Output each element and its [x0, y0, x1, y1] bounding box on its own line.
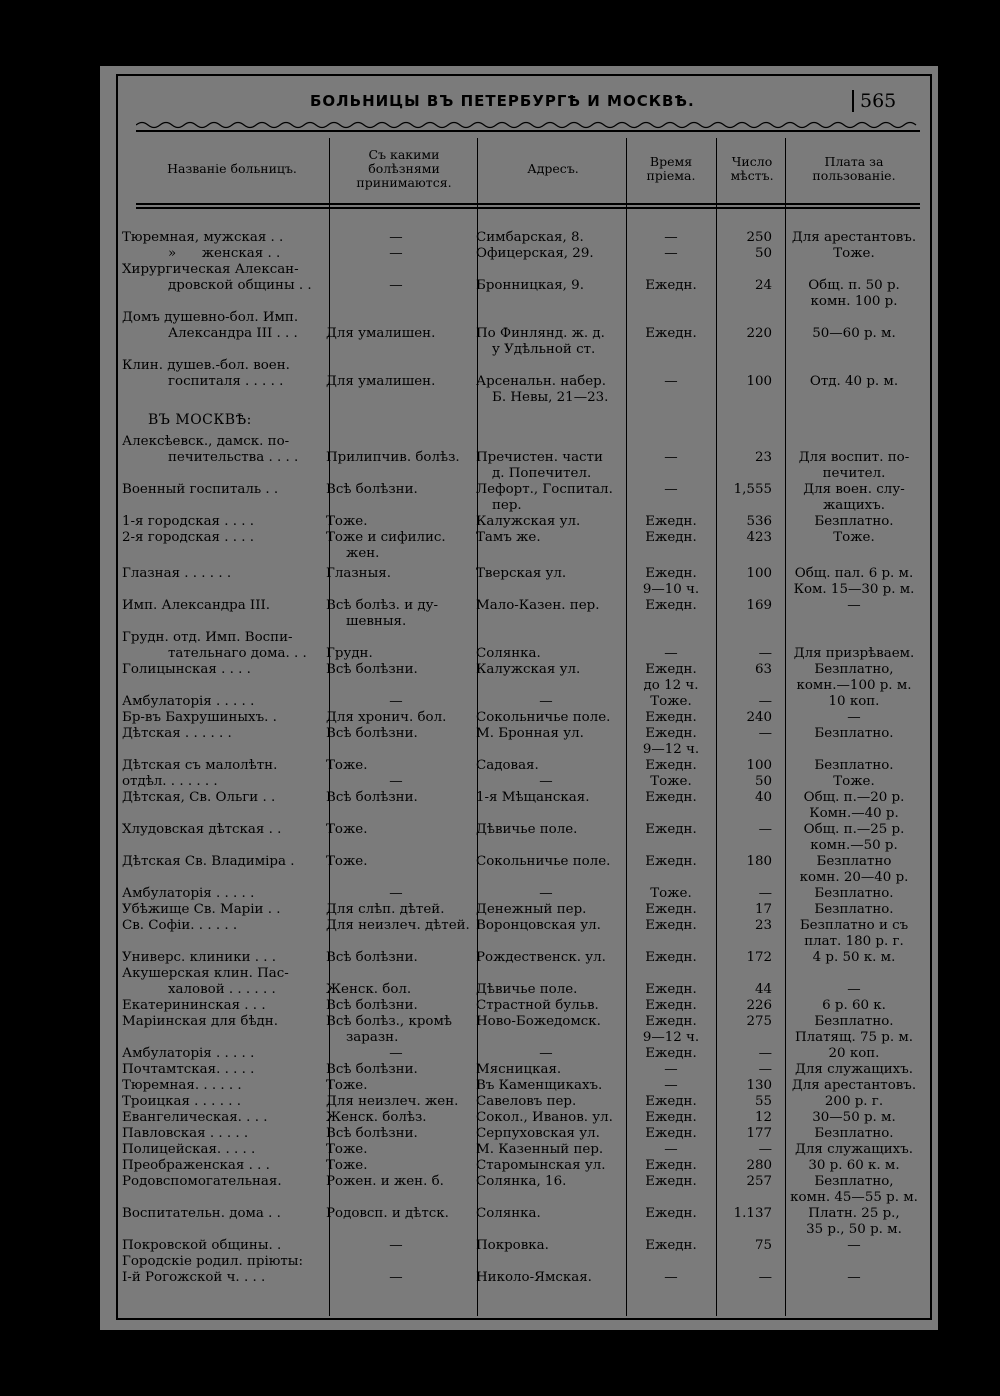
cell-reception-time: 9—12 ч. — [642, 1030, 700, 1045]
cell-hospital-name: » женская . . — [168, 246, 281, 261]
cell-diseases: Прилипчив. болѣз. — [326, 450, 460, 465]
cell-fee: — — [847, 598, 861, 613]
cell-hospital-name: Почтамтская. . . . . — [122, 1062, 255, 1077]
cell-fee: комн.—50 р. — [810, 838, 898, 853]
cell-fee: 30—50 р. м. — [812, 1110, 896, 1125]
cell-diseases: — — [389, 246, 403, 261]
cell-address: Тамъ же. — [476, 530, 541, 545]
cell-address: — — [539, 886, 553, 901]
cell-address: д. Попечител. — [492, 466, 592, 481]
cell-hospital-name: Домъ душевно-бол. Имп. — [122, 310, 299, 325]
cell-hospital-name: Имп. Александра III. — [122, 598, 271, 613]
cell-reception-time: — — [664, 374, 678, 389]
cell-hospital-name: Глазная . . . . . . — [122, 566, 232, 581]
cell-reception-time: Ежедн. — [645, 598, 697, 613]
cell-fee: Для служащихъ. — [795, 1062, 913, 1077]
cell-diseases: Всѣ болѣзни. — [326, 950, 418, 965]
cell-diseases: Для умалишен. — [326, 374, 436, 389]
cell-beds: 100 — [746, 374, 772, 389]
cell-diseases: Глазныя. — [326, 566, 391, 581]
cell-reception-time: Ежедн. — [645, 1014, 697, 1029]
cell-diseases: Всѣ болѣзни. — [326, 998, 418, 1013]
cell-address: Въ Каменщикахъ. — [476, 1078, 603, 1093]
cell-hospital-name: Голицынская . . . . — [122, 662, 251, 677]
cell-diseases: — — [389, 774, 403, 789]
cell-reception-time: — — [664, 646, 678, 661]
cell-beds: 536 — [746, 514, 772, 529]
cell-address: Рождественск. ул. — [476, 950, 606, 965]
cell-address: Мясницкая. — [476, 1062, 562, 1077]
cell-fee: 30 р. 60 к. м. — [808, 1158, 900, 1173]
cell-address: М. Казенный пер. — [476, 1142, 604, 1157]
cell-hospital-name: Полицейская. . . . . — [122, 1142, 256, 1157]
cell-fee: Тоже. — [833, 530, 875, 545]
cell-hospital-name: Универс. клиники . . . — [122, 950, 277, 965]
cell-fee: — — [847, 982, 861, 997]
cell-beds: 100 — [746, 758, 772, 773]
cell-reception-time: Ежедн. — [645, 1110, 697, 1125]
cell-diseases: Для хронич. бол. — [326, 710, 447, 725]
cell-hospital-name: Грудн. отд. Имп. Воспи- — [122, 630, 293, 645]
cell-hospital-name: Дѣтская, Св. Ольги . . — [122, 790, 276, 805]
cell-diseases: Женск. болѣз. — [326, 1110, 427, 1125]
cell-address: Солянка. — [476, 646, 541, 661]
cell-hospital-name: халовой . . . . . . — [168, 982, 276, 997]
cell-address: Лефорт., Госпитал. — [476, 482, 613, 497]
cell-diseases: заразн. — [346, 1030, 399, 1045]
cell-reception-time: Ежедн. — [645, 710, 697, 725]
cell-address: Сокол., Иванов. ул. — [476, 1110, 613, 1125]
cell-diseases: Всѣ болѣзни. — [326, 1126, 418, 1141]
cell-beds: 177 — [746, 1126, 772, 1141]
cell-fee: Общ. п. 50 р. — [808, 278, 900, 293]
cell-fee: Безплатно. — [814, 726, 894, 741]
cell-diseases: Всѣ болѣз., кромѣ — [326, 1014, 452, 1029]
cell-diseases: — — [389, 1270, 403, 1285]
cell-diseases: Для умалишен. — [326, 326, 436, 341]
cell-hospital-name: Бр-въ Бахрушиныхъ. . — [122, 710, 277, 725]
cell-reception-time: — — [664, 1142, 678, 1157]
cell-hospital-name: Дѣтская . . . . . . — [122, 726, 232, 741]
cell-address: Солянка, 16. — [476, 1174, 567, 1189]
cell-diseases: — — [389, 694, 403, 709]
cell-hospital-name: Александра III . . . — [168, 326, 298, 341]
cell-hospital-name: Родовспомогательная. — [122, 1174, 282, 1189]
cell-beds: — — [758, 646, 772, 661]
column-header-address: Адресъ. — [527, 161, 579, 176]
cell-diseases: жен. — [346, 546, 380, 561]
cell-fee: комн. 100 р. — [810, 294, 898, 309]
cell-beds: 1.137 — [733, 1206, 772, 1221]
cell-hospital-name: Амбулаторія . . . . . — [122, 1046, 255, 1061]
cell-beds: 63 — [754, 662, 772, 677]
cell-reception-time: Ежедн. — [645, 566, 697, 581]
cell-address: М. Бронная ул. — [476, 726, 584, 741]
cell-diseases: Тоже. — [326, 514, 368, 529]
cell-diseases: Родовсп. и дѣтск. — [326, 1206, 449, 1221]
cell-hospital-name: Амбулаторія . . . . . — [122, 886, 255, 901]
cell-beds: — — [758, 886, 772, 901]
section-heading-moscow: ВЪ МОСКВѢ: — [148, 412, 252, 428]
cell-reception-time: Тоже. — [650, 694, 692, 709]
cell-fee: Для служащихъ. — [795, 1142, 913, 1157]
cell-diseases: — — [389, 278, 403, 293]
cell-hospital-name: Екатерининская . . . — [122, 998, 266, 1013]
cell-diseases: Тоже. — [326, 1142, 368, 1157]
cell-fee: печител. — [822, 466, 886, 481]
cell-diseases: Для неизлеч. жен. — [326, 1094, 459, 1109]
cell-fee: Тоже. — [833, 246, 875, 261]
cell-reception-time: — — [664, 246, 678, 261]
cell-address: Савеловъ пер. — [476, 1094, 577, 1109]
column-header-diseases: Съ какими болѣзнями принимаются. — [356, 147, 452, 190]
cell-fee: Ком. 15—30 р. м. — [793, 582, 915, 597]
cell-beds: 423 — [746, 530, 772, 545]
cell-beds: 257 — [746, 1174, 772, 1189]
cell-address: пер. — [492, 498, 522, 513]
cell-beds: 220 — [746, 326, 772, 341]
cell-beds: — — [758, 1270, 772, 1285]
cell-address: Тверская ул. — [476, 566, 567, 581]
cell-fee: Безплатно. — [814, 886, 894, 901]
cell-diseases: Рожен. и жен. б. — [326, 1174, 444, 1189]
cell-fee: Для воен. слу- — [803, 482, 905, 497]
cell-beds: 75 — [754, 1238, 772, 1253]
cell-reception-time: Ежедн. — [645, 982, 697, 997]
cell-beds: 50 — [754, 246, 772, 261]
cell-beds: 180 — [746, 854, 772, 869]
cell-address: Серпуховская ул. — [476, 1126, 600, 1141]
cell-reception-time: Ежедн. — [645, 514, 697, 529]
cell-address: Калужская ул. — [476, 514, 581, 529]
cell-beds: 240 — [746, 710, 772, 725]
cell-hospital-name: Хирургическая Алексан- — [122, 262, 299, 277]
cell-address: Денежный пер. — [476, 902, 587, 917]
cell-diseases: Для неизлеч. дѣтей. — [326, 918, 470, 933]
cell-reception-time: Ежедн. — [645, 1238, 697, 1253]
page-title: БОЛЬНИЦЫ ВЪ ПЕТЕРБУРГѢ И МОСКВѢ. — [310, 92, 695, 110]
cell-reception-time: — — [664, 1270, 678, 1285]
cell-hospital-name: Военный госпиталь . . — [122, 482, 279, 497]
cell-hospital-name: госпиталя . . . . . — [168, 374, 284, 389]
page-number: 565 — [852, 90, 896, 112]
cell-fee: Общ. п.—25 р. — [803, 822, 905, 837]
cell-hospital-name: Воспитательн. дома . . — [122, 1206, 281, 1221]
cell-hospital-name: Тюремная. . . . . . — [122, 1078, 242, 1093]
cell-fee: Для арестантовъ. — [791, 230, 917, 245]
cell-fee: — — [847, 1238, 861, 1253]
cell-beds: 1,555 — [733, 482, 772, 497]
column-header-fee: Плата за пользованіе. — [812, 154, 896, 183]
cell-reception-time: Тоже. — [650, 886, 692, 901]
cell-address: Пречистен. части — [476, 450, 603, 465]
cell-hospital-name: отдѣл. . . . . . . — [122, 774, 218, 789]
cell-fee: 35 р., 50 р. м. — [806, 1222, 902, 1237]
cell-beds: — — [758, 1046, 772, 1061]
cell-fee: Платящ. 75 р. м. — [794, 1030, 914, 1045]
cell-beds: 50 — [754, 774, 772, 789]
cell-fee: жащихъ. — [822, 498, 885, 513]
cell-fee: 20 коп. — [828, 1046, 880, 1061]
cell-address: Садовая. — [476, 758, 539, 773]
hospital-table — [100, 66, 938, 1330]
cell-reception-time: Ежедн. — [645, 758, 697, 773]
cell-diseases: — — [389, 1238, 403, 1253]
cell-beds: 40 — [754, 790, 772, 805]
cell-reception-time: Ежедн. — [645, 326, 697, 341]
column-header-beds: Число мѣстъ. — [730, 154, 774, 183]
cell-reception-time: Ежедн. — [645, 1046, 697, 1061]
cell-beds: — — [758, 1062, 772, 1077]
cell-reception-time: Ежедн. — [645, 822, 697, 837]
cell-beds: 44 — [754, 982, 772, 997]
cell-hospital-name: Городскіе родил. пріюты: — [122, 1254, 303, 1269]
cell-address: Бронницкая, 9. — [476, 278, 584, 293]
cell-hospital-name: Маріинская для бѣдн. — [122, 1014, 278, 1029]
cell-reception-time: Ежедн. — [645, 1206, 697, 1221]
cell-hospital-name: Евангелическая. . . . — [122, 1110, 268, 1125]
cell-beds: 23 — [754, 450, 772, 465]
cell-hospital-name: Павловская . . . . . — [122, 1126, 249, 1141]
cell-hospital-name: Покровской общины. . — [122, 1238, 282, 1253]
cell-address: 1-я Мѣщанская. — [476, 790, 590, 805]
cell-diseases: Тоже и сифилис. — [326, 530, 446, 545]
cell-diseases: Грудн. — [326, 646, 373, 661]
cell-fee: Безплатно. — [814, 758, 894, 773]
column-header-reception-time: Время пріема. — [646, 154, 696, 183]
cell-reception-time: Ежедн. — [645, 1094, 697, 1109]
cell-reception-time: — — [664, 1062, 678, 1077]
cell-address: Солянка. — [476, 1206, 541, 1221]
cell-reception-time: Ежедн. — [645, 1126, 697, 1141]
cell-diseases: Тоже. — [326, 758, 368, 773]
cell-fee: комн. 45—55 р. м. — [790, 1190, 918, 1205]
cell-address: Страстной бульв. — [476, 998, 599, 1013]
cell-hospital-name: тательнаго дома. . . — [168, 646, 307, 661]
cell-address: — — [539, 694, 553, 709]
cell-reception-time: Ежедн. — [645, 662, 697, 677]
column-header-name: Названіе больницъ. — [167, 161, 297, 176]
cell-fee: Безплатно. — [814, 514, 894, 529]
cell-fee: Безплатно, — [814, 662, 894, 677]
cell-fee: Безплатно и съ — [799, 918, 909, 933]
cell-hospital-name: печительства . . . . — [168, 450, 299, 465]
cell-address: Симбарская, 8. — [476, 230, 584, 245]
cell-beds: — — [758, 694, 772, 709]
cell-reception-time: до 12 ч. — [643, 678, 699, 693]
cell-address: — — [539, 1046, 553, 1061]
cell-address: Покровка. — [476, 1238, 549, 1253]
cell-address: Ново-Божедомск. — [476, 1014, 601, 1029]
cell-address: — — [539, 774, 553, 789]
cell-hospital-name: Амбулаторія . . . . . — [122, 694, 255, 709]
cell-reception-time: Ежедн. — [645, 998, 697, 1013]
cell-diseases: Женск. бол. — [326, 982, 412, 997]
cell-fee: Платн. 25 р., — [808, 1206, 900, 1221]
cell-hospital-name: Дѣтская Св. Владиміра . — [122, 854, 295, 869]
cell-fee: — — [847, 1270, 861, 1285]
cell-address: Калужская ул. — [476, 662, 581, 677]
cell-diseases: шевныя. — [346, 614, 407, 629]
cell-address: Сокольничье поле. — [476, 854, 611, 869]
cell-diseases: Всѣ болѣзни. — [326, 1062, 418, 1077]
cell-hospital-name: 2-я городская . . . . — [122, 530, 255, 545]
cell-beds: 24 — [754, 278, 772, 293]
cell-fee: Безплатно. — [814, 1014, 894, 1029]
cell-reception-time: Ежедн. — [645, 854, 697, 869]
cell-diseases: Всѣ болѣз. и ду- — [326, 598, 439, 613]
cell-fee: Безплатно — [816, 854, 892, 869]
cell-hospital-name: Алексѣевск., дамск. по- — [122, 434, 290, 449]
cell-fee: Для арестантовъ. — [791, 1078, 917, 1093]
cell-diseases: Тоже. — [326, 1158, 368, 1173]
cell-fee: Общ. п.—20 р. — [803, 790, 905, 805]
cell-fee: Безплатно, — [814, 1174, 894, 1189]
cell-fee: Для призрѣваем. — [793, 646, 915, 661]
cell-diseases: — — [389, 886, 403, 901]
cell-hospital-name: дровской общины . . — [168, 278, 312, 293]
cell-fee: 50—60 р. м. — [812, 326, 896, 341]
cell-fee: Комн.—40 р. — [809, 806, 899, 821]
cell-address: Воронцовская ул. — [476, 918, 601, 933]
cell-beds: 275 — [746, 1014, 772, 1029]
cell-address: Офицерская, 29. — [476, 246, 594, 261]
cell-reception-time: Ежедн. — [645, 950, 697, 965]
cell-reception-time: Ежедн. — [645, 278, 697, 293]
cell-beds: 130 — [746, 1078, 772, 1093]
cell-address: Мало-Казен. пер. — [476, 598, 600, 613]
cell-beds: 12 — [754, 1110, 772, 1125]
cell-diseases: — — [389, 230, 403, 245]
cell-fee: Отд. 40 р. м. — [809, 374, 899, 389]
cell-beds: 55 — [754, 1094, 772, 1109]
cell-hospital-name: Дѣтская съ малолѣтн. — [122, 758, 278, 773]
cell-fee: 4 р. 50 к. м. — [812, 950, 896, 965]
cell-reception-time: Ежедн. — [645, 902, 697, 917]
cell-hospital-name: Акушерская клин. Пас- — [122, 966, 289, 981]
cell-fee: плат. 180 р. г. — [804, 934, 904, 949]
cell-hospital-name: І-й Рогожской ч. . . . — [122, 1270, 266, 1285]
cell-fee: 6 р. 60 к. — [822, 998, 886, 1013]
cell-fee: 200 р. г. — [824, 1094, 884, 1109]
cell-fee: комн. 20—40 р. — [799, 870, 909, 885]
cell-diseases: Всѣ болѣзни. — [326, 726, 418, 741]
cell-hospital-name: Троицкая . . . . . . — [122, 1094, 241, 1109]
cell-hospital-name: 1-я городская . . . . — [122, 514, 255, 529]
cell-reception-time: Ежедн. — [645, 726, 697, 741]
cell-hospital-name: Хлудовская дѣтская . . — [122, 822, 282, 837]
cell-reception-time: — — [664, 450, 678, 465]
cell-address: Б. Невы, 21—23. — [492, 390, 609, 405]
cell-diseases: Всѣ болѣзни. — [326, 482, 418, 497]
cell-reception-time: Тоже. — [650, 774, 692, 789]
cell-beds: — — [758, 1142, 772, 1157]
cell-fee: Общ. пал. 6 р. м. — [794, 566, 914, 581]
cell-reception-time: Ежедн. — [645, 790, 697, 805]
cell-fee: — — [847, 710, 861, 725]
cell-fee: комн.—100 р. м. — [796, 678, 912, 693]
cell-hospital-name: Св. Софіи. . . . . . — [122, 918, 238, 933]
cell-fee: Безплатно. — [814, 902, 894, 917]
cell-beds: 169 — [746, 598, 772, 613]
cell-fee: Безплатно. — [814, 1126, 894, 1141]
cell-hospital-name: Преображенская . . . — [122, 1158, 270, 1173]
cell-diseases: Всѣ болѣзни. — [326, 790, 418, 805]
cell-address: По Финлянд. ж. д. — [476, 326, 605, 341]
cell-reception-time: 9—12 ч. — [642, 742, 700, 757]
cell-beds: 250 — [746, 230, 772, 245]
cell-address: Сокольничье поле. — [476, 710, 611, 725]
cell-beds: 172 — [746, 950, 772, 965]
cell-reception-time: — — [664, 482, 678, 497]
cell-diseases: Тоже. — [326, 854, 368, 869]
cell-reception-time: Ежедн. — [645, 530, 697, 545]
cell-reception-time: Ежедн. — [645, 1158, 697, 1173]
cell-address: Арсенальн. набер. — [476, 374, 607, 389]
cell-fee: Для воспит. по- — [798, 450, 910, 465]
book-page — [100, 66, 938, 1330]
cell-address: у Удѣльной ст. — [492, 342, 596, 357]
cell-beds: 280 — [746, 1158, 772, 1173]
cell-beds: 226 — [746, 998, 772, 1013]
cell-reception-time: 9—10 ч. — [642, 582, 700, 597]
cell-hospital-name: Тюремная, мужская . . — [122, 230, 284, 245]
cell-fee: Тоже. — [833, 774, 875, 789]
cell-address: Дѣвичье поле. — [476, 822, 578, 837]
cell-diseases: Всѣ болѣзни. — [326, 662, 418, 677]
cell-beds: 23 — [754, 918, 772, 933]
cell-address: Дѣвичье поле. — [476, 982, 578, 997]
cell-address: Старомынская ул. — [476, 1158, 606, 1173]
cell-beds: 17 — [754, 902, 772, 917]
cell-diseases: Тоже. — [326, 822, 368, 837]
cell-fee: 10 коп. — [828, 694, 880, 709]
cell-diseases: — — [389, 1046, 403, 1061]
cell-reception-time: — — [664, 230, 678, 245]
cell-diseases: Для слѣп. дѣтей. — [326, 902, 445, 917]
cell-reception-time: Ежедн. — [645, 918, 697, 933]
cell-beds: 100 — [746, 566, 772, 581]
cell-beds: — — [758, 726, 772, 741]
cell-diseases: Тоже. — [326, 1078, 368, 1093]
cell-beds: — — [758, 822, 772, 837]
cell-address: Николо-Ямская. — [476, 1270, 592, 1285]
cell-reception-time: — — [664, 1078, 678, 1093]
cell-hospital-name: Клин. душев.-бол. воен. — [122, 358, 290, 373]
cell-hospital-name: Убѣжище Св. Маріи . . — [122, 902, 281, 917]
cell-reception-time: Ежедн. — [645, 1174, 697, 1189]
